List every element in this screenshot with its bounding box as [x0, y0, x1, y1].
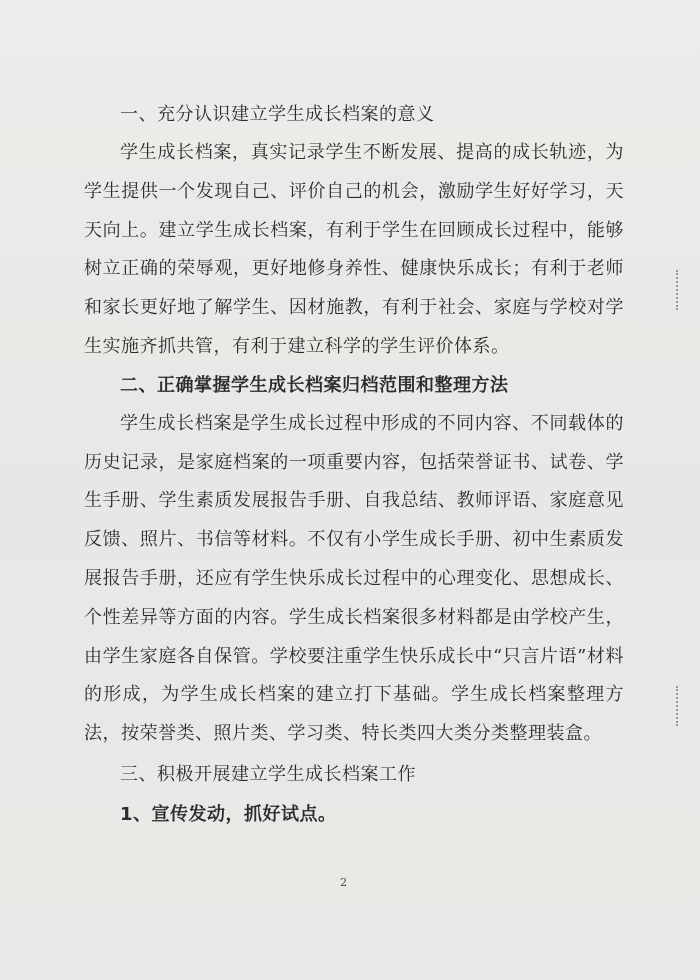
section-1-paragraph: 学生成长档案，真实记录学生不断发展、提高的成长轨迹，为学生提供一个发现自己、评价自己的机会，激励学生好好学习，天天向上。建立学生成长档案，有利于学生在回顾成长过程中，能够树立正确的荣辱观，更好地修身养性、健康快乐成长；有利于老师和家长更好地了解学生、因材施教，有利于社会、家庭与学校对学生实施齐抓共管，有利于建立科学的学生评价体系。 — [84, 142, 624, 357]
section-2-heading: 二、正确掌握学生成长档案归档范围和整理方法 — [120, 374, 509, 396]
page-number: 2 — [340, 876, 347, 889]
section-3-subheading: 1、宣传发动，抓好试点。 — [120, 803, 337, 825]
staple-mark — [676, 686, 686, 726]
section-3-heading: 三、积极开展建立学生成长档案工作 — [120, 763, 416, 785]
staple-mark — [676, 270, 686, 310]
section-2-paragraph: 学生成长档案是学生成长过程中形成的不同内容、不同载体的历史记录，是家庭档案的一项重要内容，包括荣誉证书、试卷、学生手册、学生素质发展报告手册、自我总结、教师评语、家庭意见反馈、照片、书信等材料。不仅有小学生成长手册、初中生素质发展报告手册，还应有学生快乐成长过程中的心理变化、思想成长、个性差异等方面的内容。学生成长档案很多材料都是由学校产生，由学生家庭各自保管。学校要注重学生快乐成长中“只言片语”材料的形成，为学生成长档案的建立打下基础。学生成长档案整理方法，按荣誉类、照片类、学习类、特长类四大类分类整理装盒。 — [84, 412, 624, 745]
document-body — [84, 100, 624, 826]
section-1-heading: 一、充分认识建立学生成长档案的意义 — [120, 104, 435, 125]
